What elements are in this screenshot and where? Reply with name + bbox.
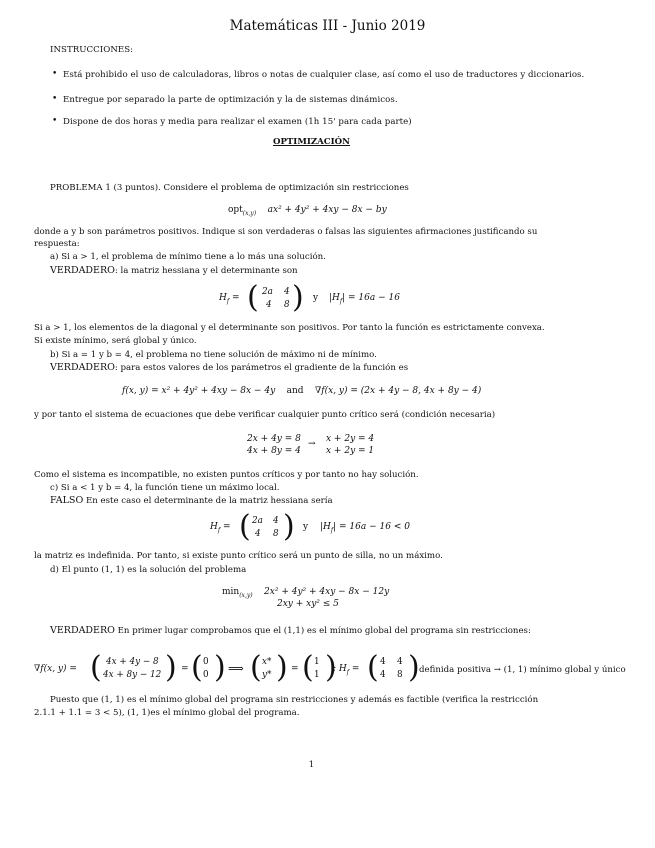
det-sub: f	[330, 526, 334, 534]
answer-a-text: : la matriz hessiana y el determinante son	[114, 266, 298, 276]
page-number: 1	[308, 760, 315, 770]
hf-sub: f	[346, 668, 349, 676]
det-label: |H	[329, 293, 340, 303]
bullet-icon: •	[52, 94, 58, 104]
matrix-cell: 4	[255, 529, 261, 539]
matrix-cell: 4	[380, 657, 386, 667]
implies-icon: ⟹	[228, 662, 244, 675]
section-title: OPTIMIZACIÓN	[272, 137, 351, 147]
problem-statement: donde a y b son parámetros positivos. Indique si son verdaderas o falsas las siguientes afirmaciones justificando su	[34, 227, 538, 237]
vector-cell: 1	[314, 657, 320, 667]
verdict-d: VERDADERO	[50, 625, 115, 636]
problem-statement-2: respuesta:	[34, 239, 80, 249]
left-paren: (	[239, 509, 251, 544]
matrix-cell: 4	[266, 300, 272, 310]
hf-text: ; H	[333, 664, 347, 674]
equals: =	[291, 664, 299, 674]
vector-cell: 1	[314, 670, 320, 680]
matrix-cell: 2a	[262, 287, 273, 297]
vector-cell: 4x + 8y − 12	[103, 670, 162, 680]
matrix-cell: 4	[273, 516, 279, 526]
determinant-a	[329, 293, 400, 305]
vector-cell: 0	[203, 670, 209, 680]
system2-row1: x + 2y = 4	[326, 434, 375, 444]
left-paren: (	[247, 280, 259, 315]
system2-row2: x + 2y = 1	[326, 446, 375, 456]
answer-d-tail: definida positiva → (1, 1) mínimo global y único	[419, 665, 626, 675]
right-paren: )	[292, 280, 304, 315]
and-word: y	[303, 522, 309, 532]
matrix-cell: 2a	[252, 516, 263, 526]
question-b: b) Si a = 1 y b = 4, el problema no tiene solución de máximo ni de mínimo.	[50, 350, 377, 360]
problem-intro: Considere el problema de optimización sin restricciones	[163, 183, 409, 193]
verdict-a: VERDADERO	[50, 265, 115, 276]
min-formula	[222, 587, 389, 599]
det-rest: | = 16a − 16 < 0	[333, 522, 410, 532]
question-c: c) Si a < 1 y b = 4, la función tiene un máximo local.	[50, 483, 280, 493]
answer-d-final2: 2.1.1 + 1.1 = 3 < 5), (1, 1)es el mínimo global del programa.	[34, 708, 300, 718]
bullet-icon: •	[52, 116, 58, 126]
instruction-item: Dispone de dos horas y media para realizar el examen (1h 15' para cada parte)	[63, 117, 412, 127]
vector-cell: 4x + 4y − 8	[106, 657, 159, 667]
matrix-cell: 8	[397, 670, 403, 680]
min-sub: (x,y)	[239, 591, 253, 599]
verdict-c: FALSO	[50, 495, 84, 506]
left-paren: (	[250, 650, 262, 685]
answer-c-conclusion: la matriz es indefinida. Por tanto, si existe punto crítico será un punto de silla, no un máximo.	[34, 551, 443, 561]
det-rest: | = 16a − 16	[342, 293, 400, 303]
left-paren: (	[367, 650, 379, 685]
instruction-item: Entregue por separado la parte de optimización y la de sistemas dinámicos.	[63, 95, 398, 105]
hf-label: H	[219, 293, 227, 303]
system1-row1: 2x + 4y = 8	[247, 434, 301, 444]
det-sub: f	[339, 297, 343, 305]
hf-sub: f	[226, 297, 230, 305]
matrix-cell: 8	[273, 529, 279, 539]
arrow-icon: →	[308, 439, 316, 449]
gradient-b: ∇f(x, y) = (2x + 4y − 8, 4x + 8y − 4)	[315, 386, 482, 396]
matrix-cell: 4	[397, 657, 403, 667]
opt-formula	[228, 205, 387, 217]
function-b	[122, 386, 481, 396]
matrix-cell: 8	[284, 300, 290, 310]
answer-b-text: : para estos valores de los parámetros el gradiente de la función es	[114, 363, 409, 373]
hessian-c-label: $H_f$ =	[210, 522, 231, 534]
min-constraint: 2xy + xy² ≤ 5	[277, 599, 339, 609]
answer-c-text: En este caso el determinante de la matriz hessiana sería	[83, 496, 333, 506]
answer-a-exp2: Si existe mínimo, será global y único.	[34, 336, 197, 346]
answer-b-lead	[50, 362, 408, 373]
answer-d-text: En primer lugar comprobamos que el (1,1) es el mínimo global del programa sin restricciones:	[114, 626, 531, 636]
equals: =	[181, 664, 189, 674]
and-word-b: and	[286, 386, 304, 396]
left-paren: (	[90, 650, 102, 685]
question-a: a) Si a > 1, el problema de mínimo tiene a lo más una solución.	[50, 252, 326, 262]
function-b-expr: f(x, y) = x² + 4y² + 4xy − 8x − 4y	[122, 386, 276, 396]
answer-b-text2: y por tanto el sistema de ecuaciones que debe verificar cualquier punto crítico será (condición necesaria)	[34, 410, 496, 420]
bullet-icon: •	[52, 69, 58, 79]
hf-sub: f	[217, 526, 221, 534]
opt-label: opt	[228, 205, 243, 215]
and-word: y	[313, 293, 319, 303]
hessian-d-label	[333, 664, 359, 676]
left-paren: (	[191, 650, 203, 685]
hessian-a-label: $H_f$ =	[219, 293, 240, 305]
answer-a-lead	[50, 265, 298, 276]
problem-title: PROBLEMA 1 (3 puntos).	[50, 183, 161, 193]
gradient-d-label: ∇f(x, y) =	[34, 664, 77, 674]
answer-a-exp1: Si a > 1, los elementos de la diagonal y el determinante son positivos. Por tanto la función es estrictamente convexa.	[34, 323, 545, 333]
answer-b-conclusion: Como el sistema es incompatible, no existen puntos críticos y por tanto no hay solución.	[34, 470, 419, 480]
right-paren: )	[283, 509, 295, 544]
min-label: min	[222, 587, 240, 597]
vector-cell: y*	[262, 670, 272, 680]
left-paren: (	[302, 650, 314, 685]
verdict-b: VERDADERO	[50, 362, 115, 373]
right-paren: )	[214, 650, 226, 685]
problem-heading	[50, 183, 409, 193]
right-paren: )	[165, 650, 177, 685]
hf-eq: =	[348, 664, 360, 674]
right-paren: )	[276, 650, 288, 685]
vector-cell: x*	[262, 657, 272, 667]
determinant-c	[320, 522, 410, 534]
instruction-item: Está prohibido el uso de calculadoras, libros o notas de cualquier clase, así como el uso de traductores y diccionarios.	[63, 70, 585, 80]
det-label: |H	[320, 522, 331, 532]
right-paren: )	[325, 650, 337, 685]
matrix-cell: 4	[380, 670, 386, 680]
answer-d-lead	[50, 625, 531, 636]
right-paren: )	[408, 650, 420, 685]
question-d: d) El punto (1, 1) es la solución del problema	[50, 565, 247, 575]
instructions-label: INSTRUCCIONES:	[50, 45, 134, 55]
answer-d-final1: Puesto que (1, 1) es el mínimo global del programa sin restricciones y además es factible (verifica la restricción	[50, 695, 539, 705]
opt-sub: (x,y)	[242, 209, 257, 217]
answer-c-lead	[50, 495, 333, 506]
opt-expression: ax² + 4y² + 4xy − 8x − by	[267, 205, 387, 215]
matrix-cell: 4	[284, 287, 290, 297]
page-title: Matemáticas III - Junio 2019	[229, 18, 426, 34]
vector-cell: 0	[203, 657, 209, 667]
system1-row2: 4x + 8y = 4	[247, 446, 301, 456]
hf-label: H	[210, 522, 218, 532]
min-expression: 2x² + 4y² + 4xy − 8x − 12y	[264, 587, 390, 597]
